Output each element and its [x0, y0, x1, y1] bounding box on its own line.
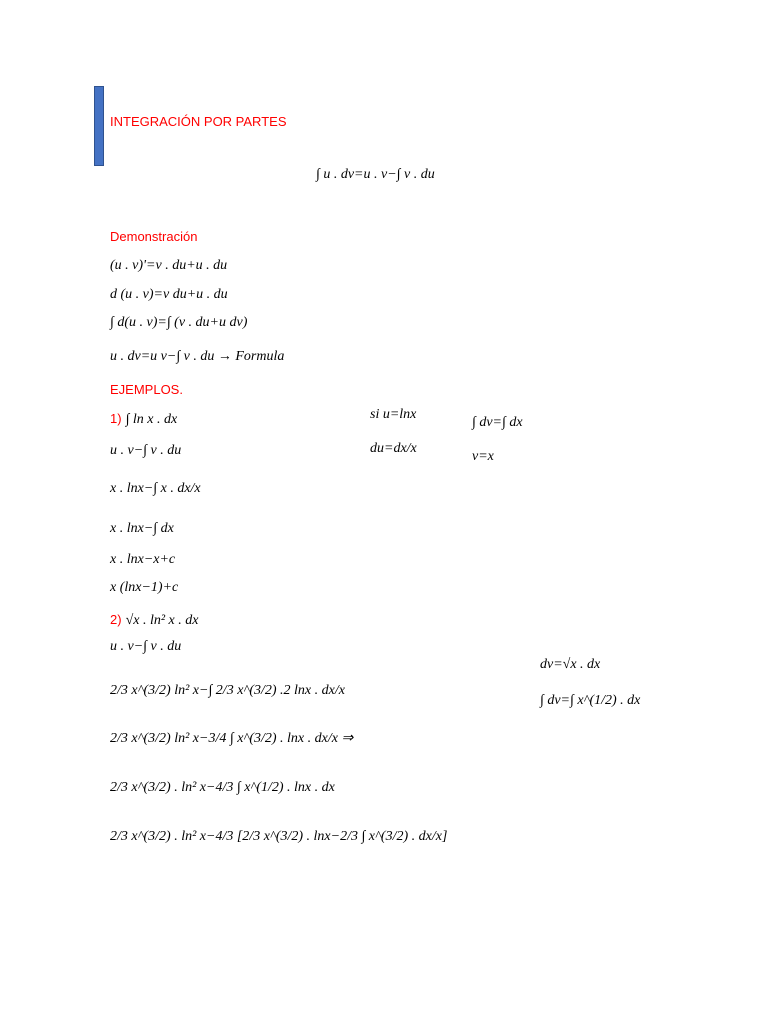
example-2-number: 2) [110, 612, 122, 627]
example-1-integral: ∫ ln x . dx [125, 412, 178, 427]
example-1-du-definition: du=dx/x [370, 441, 417, 456]
example-1-u-definition: si u=lnx [370, 407, 417, 422]
example-1-line-4: x . lnx−∫ dx [110, 521, 174, 536]
example-2-integrand: √x . ln² x . dx [125, 613, 199, 628]
example-1-dv-integral: ∫ dv=∫ dx [472, 415, 523, 430]
example-2-line-6: 2/3 x^(3/2) . ln² x−4/3 [2/3 x^(3/2) . lnx−2/3 ∫ x^(3/2) . dx/x] [110, 829, 448, 844]
demo-line-2: d (u . v)=v du+u . du [110, 287, 228, 302]
example-2-line-3: 2/3 x^(3/2) ln² x−∫ 2/3 x^(3/2) .2 lnx . dx/x [110, 683, 345, 698]
example-1-line-2: u . v−∫ v . du [110, 443, 182, 458]
example-1-v-definition: v=x [472, 449, 494, 464]
example-2-line-4: 2/3 x^(3/2) ln² x−3/4 ∫ x^(3/2) . lnx . dx/x ⇒ [110, 731, 354, 746]
example-2-dv-definition: dv=√x . dx [540, 657, 601, 672]
page-title: INTEGRACIÓN POR PARTES [110, 114, 287, 129]
heading-accent-bar [94, 86, 104, 166]
example-1-line-3: x . lnx−∫ x . dx/x [110, 481, 201, 496]
example-1-number: 1) [110, 411, 122, 426]
demo-line-1: (u . v)'=v . du+u . du [110, 258, 228, 273]
main-formula: ∫ u . dv=u . v−∫ v . du [316, 167, 435, 182]
example-2-line-2: u . v−∫ v . du [110, 639, 182, 654]
demo-line-3: ∫ d(u . v)=∫ (v . du+u dv) [110, 315, 248, 330]
demo-line-formula: u . dv=u v−∫ v . du → Formula [110, 349, 285, 364]
demonstration-label: Demonstración [110, 229, 198, 244]
example-2-line-5: 2/3 x^(3/2) . ln² x−4/3 ∫ x^(1/2) . lnx . dx [110, 780, 335, 795]
example-1-line-1 [110, 410, 177, 428]
example-1-line-5: x . lnx−x+c [110, 552, 176, 567]
examples-label: EJEMPLOS. [110, 382, 183, 397]
example-1-line-6: x (lnx−1)+c [110, 580, 179, 595]
example-2-line-1 [110, 611, 198, 629]
example-2-dv-integral: ∫ dv=∫ x^(1/2) . dx [540, 693, 641, 708]
